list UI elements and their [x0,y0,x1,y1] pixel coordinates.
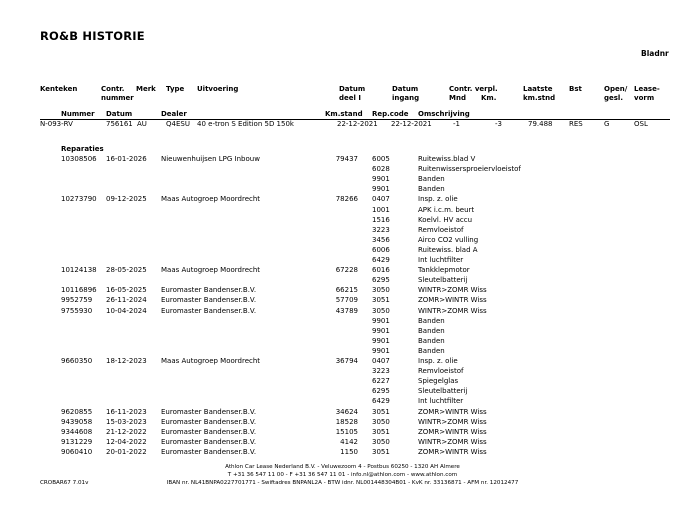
repair-km: 66215 [335,286,358,295]
repair-row [0,245,685,255]
vehicle-type: Q4ESU [166,120,190,128]
repair-row [0,295,685,305]
header-repcode: Rep.code [372,110,409,118]
repair-code: 6295 [372,387,390,396]
vehicle-merk: AU [137,120,147,128]
repair-datum: 12-04-2022 [106,437,147,446]
repair-nummer: 9755930 [61,306,93,315]
header-contr: Contr. [101,85,125,93]
repair-code: 1001 [372,205,390,214]
repair-dealer: Euromaster Bandenser.B.V. [161,437,257,446]
repair-row [0,366,685,376]
footer-contact: T +31 36 547 11 00 - F +31 36 547 11 01 - info.nl@athlon.com - www.athlon.com [227,472,458,478]
repair-omschrijving: Banden [418,326,445,335]
repair-km: 36794 [335,357,358,365]
repairs-heading: Reparaties [61,145,104,153]
repair-row [0,275,685,285]
repair-code: 0407 [372,195,390,204]
repair-row [0,376,685,386]
header-merk: Merk [136,85,156,93]
repair-code: 6429 [372,256,390,264]
vehicle-contract: 756161 [106,120,133,128]
repair-omschrijving: WINTR>ZOMR Wiss [418,286,487,295]
repair-dealer: Nieuwenhuijsen LPG Inbouw [161,155,260,163]
header-deel-i: deel I [339,94,361,102]
repair-omschrijving: ZOMR>WINTR Wiss [418,427,487,436]
repair-omschrijving: Spiegelglas [418,377,459,386]
vehicle-lease-vorm: OSL [634,120,648,128]
repair-code: 3050 [372,306,390,315]
header-dealer: Dealer [161,110,187,118]
header-kmstnd: km.stnd [523,94,556,102]
repair-omschrijving: Airco CO2 vulling [418,235,479,244]
header-kenteken: Kenteken [40,85,78,93]
repair-row [0,205,685,215]
repair-code: 6028 [372,165,390,174]
repair-datum: 16-05-2025 [106,286,147,295]
header-uitvoering: Uitvoering [197,85,239,93]
repair-km: 79437 [335,155,358,163]
header-vorm: vorm [634,94,655,102]
repair-km: 43789 [335,306,358,315]
repair-row [0,184,685,194]
repair-nummer: 10116896 [61,286,97,295]
vehicle-uitvoering: 40 e-tron S Edition 5D 150k [197,120,294,128]
repair-row [0,225,685,235]
repair-code: 3051 [372,407,390,416]
repair-row [0,235,685,245]
repair-datum: 18-12-2023 [106,357,147,365]
footer-bank: IBAN nr. NL41BNPA0227701771 - Swiftadres BNPANL2A - BTW idnr. NL001448304B01 - KvK nr. 33136871 - AFM nr. 12012477 [166,480,519,486]
vehicle-mnd: -1 [453,120,460,128]
repair-omschrijving: Ruitewiss.blad V [418,155,476,163]
repair-dealer: Euromaster Bandenser.B.V. [161,407,257,416]
header-open: Open/ [604,85,628,93]
repair-omschrijving: Insp. z. olie [418,357,458,365]
repair-row [0,407,685,417]
page-title: RO&B HISTORIE [40,29,145,43]
repair-omschrijving: Banden [418,346,445,355]
header-ingang: ingang [392,94,420,102]
header-datum-ingang: Datum [392,85,419,93]
repair-code: 1516 [372,215,390,224]
repair-nummer: 9344608 [61,427,93,436]
repair-omschrijving: Insp. z. olie [418,195,458,204]
repair-row [0,285,685,295]
repair-row [0,346,685,356]
repair-nummer: 9620855 [61,407,93,416]
repair-row [0,164,685,174]
repair-omschrijving: APK i.c.m. beurt [418,205,475,214]
repair-dealer: Euromaster Bandenser.B.V. [161,286,257,295]
header-kmstand: Km.stand [325,110,363,118]
repair-row [0,255,685,265]
repair-dealer: Euromaster Bandenser.B.V. [161,447,257,456]
repair-code: 3051 [372,447,390,456]
repair-omschrijving: Remvloeistof [418,225,464,234]
repair-nummer: 10308506 [61,155,97,163]
repair-code: 3223 [372,367,390,376]
repair-datum: 26-11-2024 [106,296,147,305]
repair-nummer: 10124138 [61,266,97,275]
repair-code: 9901 [372,175,390,184]
repair-omschrijving: Int luchtfilter [418,256,464,264]
repair-row [0,356,685,366]
repair-omschrijving: Sleutelbatterij [418,276,468,285]
repair-datum: 09-12-2025 [106,195,147,204]
header-omschrijving: Omschrijving [418,110,470,118]
repair-km: 67228 [335,266,358,275]
header-rep-nummer: Nummer [61,110,95,118]
repair-row [0,417,685,427]
vehicle-km: -3 [495,120,502,128]
repair-km: 78266 [335,195,358,204]
repair-code: 3050 [372,286,390,295]
repair-km: 57709 [335,296,358,305]
repair-code: 6006 [372,245,390,254]
repair-code: 9901 [372,326,390,335]
vehicle-open-gesl: G [604,120,610,128]
repair-omschrijving: ZOMR>WINTR Wiss [418,296,487,305]
repair-datum: 16-01-2026 [106,155,147,163]
repair-code: 6016 [372,266,390,275]
footer-version: CROBAR67 7.01v [40,480,89,486]
repair-km: 18528 [335,417,358,426]
repair-dealer: Euromaster Bandenser.B.V. [161,417,257,426]
repair-code: 9901 [372,185,390,194]
repair-datum: 16-11-2023 [106,407,147,416]
repair-nummer: 9439058 [61,417,93,426]
repair-row [0,427,685,437]
repair-row [0,174,685,184]
repair-km: 1150 [340,447,358,456]
repair-dealer: Maas Autogroep Moordrecht [161,195,261,204]
repair-row [0,215,685,225]
header-datum-deel: Datum [339,85,366,93]
repair-code: 0407 [372,357,390,365]
vehicle-kenteken: N-093-RV [40,120,73,128]
repair-code: 9901 [372,316,390,325]
repair-row [0,336,685,346]
repair-row [0,326,685,336]
header-nummer: nummer [101,94,134,102]
repair-dealer: Maas Autogroep Moordrecht [161,357,261,365]
repair-omschrijving: Banden [418,175,445,184]
header-type: Type [166,85,185,93]
repair-row [0,306,685,316]
repair-omschrijving: Tankklepmotor [418,266,470,275]
header-lease: Lease- [634,85,660,93]
repair-row [0,265,685,275]
repair-code: 9901 [372,346,390,355]
repair-omschrijving: Int luchtfilter [418,397,464,406]
repair-nummer: 9660350 [61,357,93,365]
repair-code: 6429 [372,397,390,406]
vehicle-laatste-km: 79.488 [528,120,553,128]
header-laatste: Laatste [523,85,553,93]
vehicle-bst: RES [569,120,583,128]
repair-row [0,447,685,457]
footer-address: Athlon Car Lease Nederland B.V. - Veluwezoom 4 - Postbus 60250 - 1320 AH Almere [225,464,460,470]
repair-code: 3050 [372,437,390,446]
vehicle-datum-ingang: 22-12-2021 [391,120,432,128]
repair-code: 3051 [372,427,390,436]
repair-omschrijving: ZOMR>WINTR Wiss [418,407,487,416]
repair-datum: 10-04-2024 [106,306,147,315]
repair-row [0,386,685,396]
header-rep-datum: Datum [106,110,133,118]
repair-omschrijving: ZOMR>WINTR Wiss [418,447,487,456]
repair-code: 3223 [372,225,390,234]
repair-dealer: Maas Autogroep Moordrecht [161,266,261,275]
repair-omschrijving: Banden [418,185,445,194]
repair-omschrijving: WINTR>ZOMR Wiss [418,417,487,426]
repair-nummer: 10273790 [61,195,97,204]
repair-omschrijving: Remvloeistof [418,367,464,376]
repair-datum: 15-03-2023 [106,417,147,426]
repair-code: 3456 [372,235,390,244]
repair-row [0,396,685,406]
header-km: Km. [481,94,497,102]
repair-code: 9901 [372,336,390,345]
repair-code: 3050 [372,417,390,426]
repair-omschrijving: WINTR>ZOMR Wiss [418,306,487,315]
header-gesl: gesl. [604,94,623,102]
repair-nummer: 9952759 [61,296,93,305]
repair-code: 6227 [372,377,390,386]
repair-dealer: Euromaster Bandenser.B.V. [161,296,257,305]
repair-code: 6005 [372,155,390,163]
header-mnd: Mnd [449,94,466,102]
repair-dealer: Euromaster Bandenser.B.V. [161,427,257,436]
repair-omschrijving: Sleutelbatterij [418,387,468,396]
repair-code: 3051 [372,296,390,305]
repair-row [0,154,685,164]
repair-omschrijving: Ruitenwissersproeiervloeistof [418,165,521,174]
repair-km: 15105 [335,427,358,436]
repair-nummer: 9060410 [61,447,93,456]
repair-code: 6295 [372,276,390,285]
repair-datum: 21-12-2022 [106,427,147,436]
repair-omschrijving: Banden [418,336,445,345]
repair-row [0,316,685,326]
header-contr-verpl: Contr. verpl. [449,85,498,93]
repair-omschrijving: Ruitewiss. blad A [418,245,478,254]
repair-datum: 20-01-2022 [106,447,147,456]
repair-omschrijving: Banden [418,316,445,325]
repair-km: 34624 [335,407,358,416]
repair-nummer: 9131229 [61,437,93,446]
repair-omschrijving: Koelvl. HV accu [418,215,473,224]
vehicle-datum-deel: 22-12-2021 [337,120,378,128]
repair-row [0,194,685,204]
repair-datum: 28-05-2025 [106,266,147,275]
repair-dealer: Euromaster Bandenser.B.V. [161,306,257,315]
repair-omschrijving: WINTR>ZOMR Wiss [418,437,487,446]
repair-km: 4142 [340,437,358,446]
page-number-label: Bladnr [641,49,669,58]
header-bst: Bst [569,85,582,93]
repair-row [0,437,685,447]
